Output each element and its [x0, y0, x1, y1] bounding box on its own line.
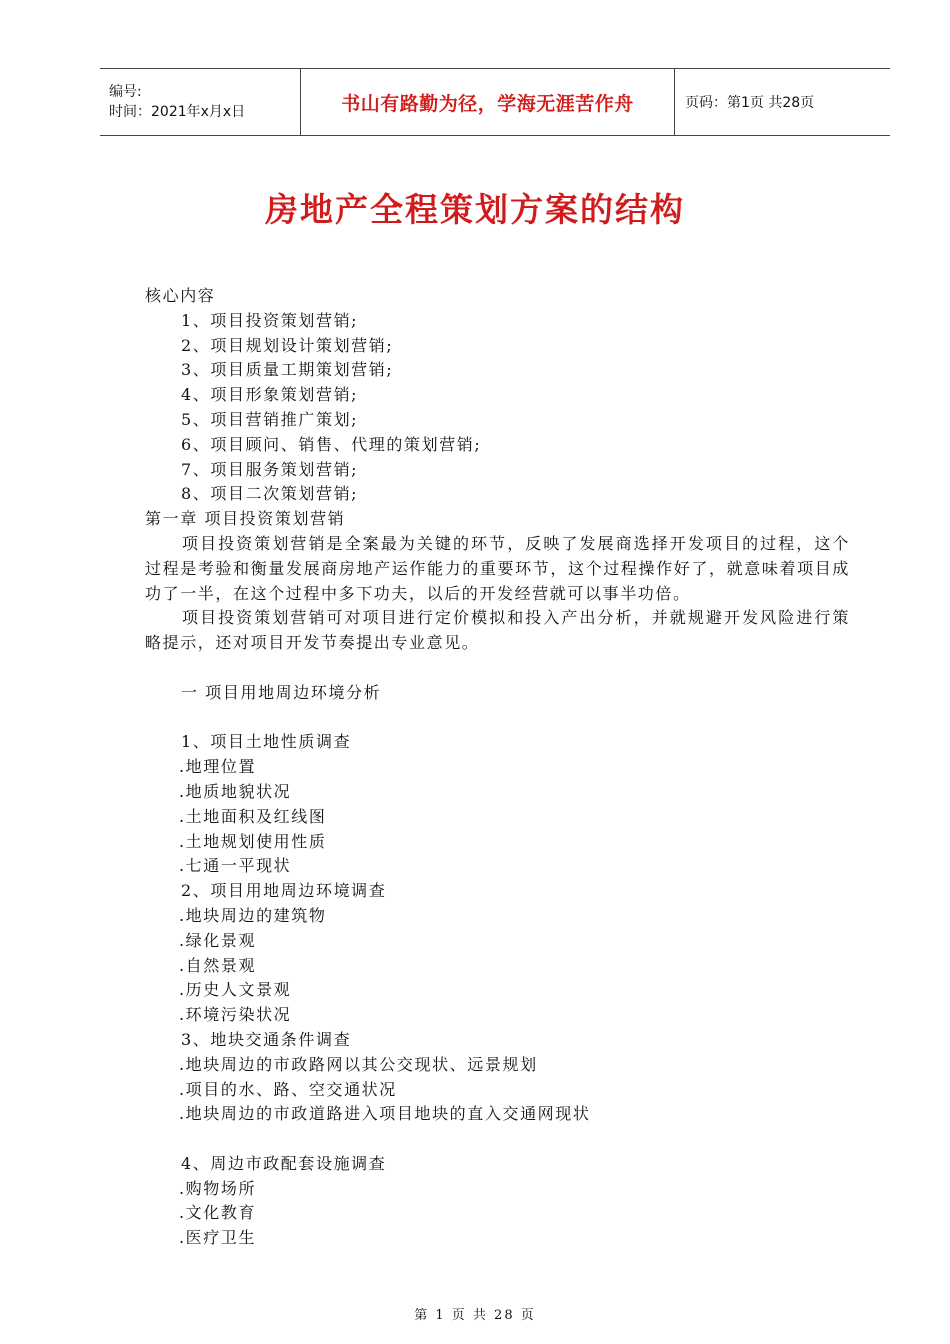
header-page-cell	[675, 69, 890, 135]
list-item: .地块周边的建筑物	[179, 905, 327, 925]
list-item: .绿化景观	[179, 930, 257, 950]
subsection-heading: 2、项目用地周边环境调查	[181, 881, 387, 901]
subsection-heading: 4、周边市政配套设施调查	[181, 1153, 387, 1173]
core-item: 4、项目形象策划营销;	[181, 385, 359, 405]
list-item: .购物场所	[179, 1178, 257, 1198]
list-item: .医疗卫生	[179, 1228, 257, 1248]
time-label: 时间：2021年x月x日	[109, 104, 246, 120]
page-code: 页码：第1页 共28页	[685, 95, 815, 111]
page-header	[100, 68, 890, 136]
list-item: .历史人文景观	[179, 980, 292, 1000]
core-item: 1、项目投资策划营销;	[181, 310, 359, 330]
list-item: .土地面积及红线图	[179, 806, 327, 826]
subsection-heading: 1、项目土地性质调查	[181, 732, 352, 752]
list-item: .自然景观	[179, 955, 257, 975]
list-item: .文化教育	[179, 1203, 257, 1223]
core-item: 2、项目规划设计策划营销;	[181, 335, 394, 355]
list-item: .环境污染状况	[179, 1005, 292, 1025]
document-title: 房地产全程策划方案的结构	[265, 190, 685, 229]
spacer	[145, 706, 850, 731]
subsection-heading: 3、地块交通条件调查	[181, 1029, 352, 1049]
header-meta	[100, 69, 301, 135]
number-label: 编号:	[109, 84, 142, 100]
motto-text: 书山有路勤为径，学海无涯苦作舟	[341, 92, 634, 115]
core-item: 7、项目服务策划营销;	[181, 459, 359, 479]
core-heading: 核心内容	[145, 286, 216, 305]
list-item: .地块周边的市政道路进入项目地块的直入交通网现状	[179, 1104, 591, 1124]
section-heading: 一 项目用地周边环境分析	[181, 682, 382, 702]
core-item: 6、项目顾问、销售、代理的策划营销;	[181, 434, 482, 454]
page-footer: 第 1 页 共 28 页	[414, 1308, 536, 1323]
chapter-paragraph: 项目投资策划营销是全案最为关键的环节，反映了发展商选择开发项目的过程，这个过程是考验和衡量发展商房地产运作能力的重要环节，这个过程操作好了，就意味着项目成功了一半，在这个过程中多下功夫，以后的开发经营就可以事半功倍。	[145, 533, 850, 603]
chapter-heading: 第一章 项目投资策划营销	[145, 509, 346, 529]
spacer	[145, 656, 850, 681]
header-motto-cell	[301, 69, 675, 135]
list-item: .地块周边的市政路网以其公交现状、远景规划	[179, 1054, 538, 1074]
list-item: .地理位置	[179, 757, 257, 777]
list-item: .七通一平现状	[179, 856, 292, 876]
core-item: 3、项目质量工期策划营销;	[181, 360, 394, 380]
document-body	[145, 284, 850, 1251]
list-item: .地质地貌状况	[179, 781, 292, 801]
core-item: 8、项目二次策划营销;	[181, 484, 359, 504]
list-item: .项目的水、路、空交通状况	[179, 1079, 397, 1099]
chapter-paragraph: 项目投资策划营销可对项目进行定价模拟和投入产出分析，并就规避开发风险进行策略提示，还对项目开发节奏提出专业意见。	[145, 608, 850, 653]
list-item: .土地规划使用性质	[179, 831, 327, 851]
core-item: 5、项目营销推广策划;	[181, 409, 359, 429]
spacer	[145, 1127, 850, 1152]
